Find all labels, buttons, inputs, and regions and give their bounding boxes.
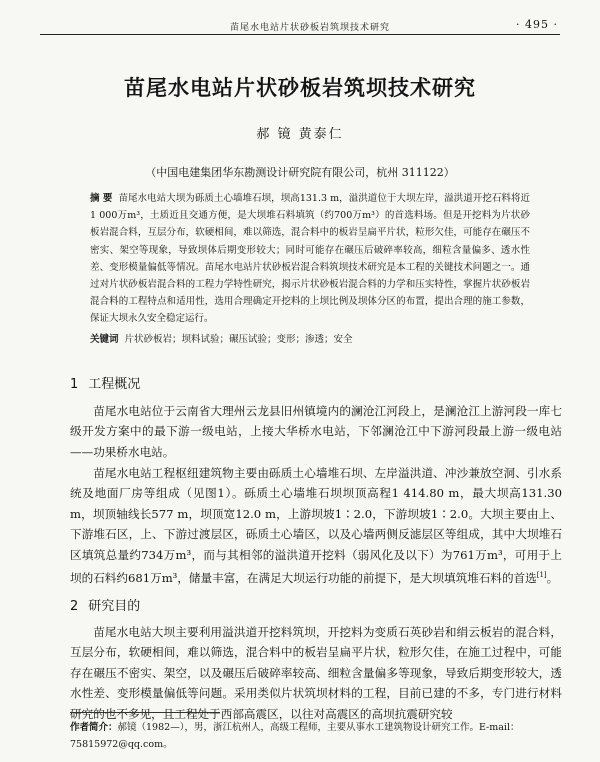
section-1-title: 工程概况 bbox=[88, 377, 141, 392]
section-1-heading bbox=[70, 373, 140, 392]
keywords-text: 片状砂板岩；坝料试验；碾压试验；变形；渗透；安全 bbox=[124, 334, 353, 345]
running-head bbox=[40, 14, 560, 35]
section-1-number: 1 bbox=[70, 377, 79, 392]
citation: [1] bbox=[536, 571, 547, 580]
section-1-paragraph-2-text: 苗尾水电站工程枢纽建筑物主要由砾质土心墙堆石坝、左岸溢洪道、冲沙兼放空洞、引水系统及地面厂房等组成（见图1）。砾质土心墙堆石坝坝顶高程1 414.80 m，最大坝高131.30 m，坝顶轴线长577 m，坝顶宽12.0 m，上游坝坡1∶2.0，下游坝坡1∶2.0。大坝主要由上、下游堆石区，上、下游过渡层区，砾质土心墙区，以及心墙两侧反滤层区等组成，其中大坝堆石区填筑总量约734万m³，而与其相邻的溢洪道开挖料（弱风化及以下）为761万m³，可用于上坝的石料约681万m³，储量丰富，在满足大坝运行功能的前提下，是大坝填筑堆石料的首选 bbox=[70, 466, 562, 585]
section-2-paragraph-1: 苗尾水电站大坝主要利用溢洪道开挖料筑坝，开挖料为变质石英砂岩和绢云板岩的混合料，互层分布，软硬相间，难以筛选，混合料中的板岩呈扁平片状，粒形欠佳，在施工过程中，可能存在碾压不密实、架空，以及碾压后破碎率较高、细粒含量偏多等现象，导致后期变形较大，透水性差、变形模量偏低等问题。采用类似片状筑坝材料的工程，目前已建的不多，专门进行材料研究的也不多见，且工程处于西部高震区，以往对高震区的高坝抗震研究较 bbox=[70, 625, 562, 721]
author-footnote bbox=[70, 719, 562, 753]
abstract-text: 苗尾水电站大坝为砾质土心墙堆石坝，坝高131.3 m，溢洪道位于大坝左岸，溢洪道开挖石料将近1 000万m³，土质近且交通方便，是大坝堆石料填筑（约700万m³）的首选料场。但是开挖料为片状砂板岩混合料，互层分布，软硬相间，难以筛选，混合料中的板岩呈扁平片状，粒形欠佳，可能存在碾压不密实、架空等现象，导致坝体后期变形较大；同时可能存在碾压后破碎率较高，细粒含量偏多、透水性差、变形模量偏低等情况。苗尾水电站片状砂板岩混合料筑坝技术研究是本工程的关键技术问题之一。通过对片状砂板岩混合料的工程力学特性研究，揭示片状砂板岩混合料的力学和压实特性，掌握片状砂板岩混合料的工程特点和适用性，选用合理确定开挖料的上坝比例及坝体分区的布置，提出合理的施工参数，保证大坝永久安全稳定运行。 bbox=[90, 193, 530, 325]
section-1-paragraph-2-end: 。 bbox=[546, 570, 559, 585]
footnote-email: 75815972@qq.com。 bbox=[70, 739, 173, 750]
page-number: · 495 · bbox=[516, 18, 558, 31]
paper-affiliation: （中国电建集团华东勘测设计研究院有限公司，杭州 311122） bbox=[145, 166, 455, 179]
footnote-text: 郝镜（1982—），男，浙江杭州人，高级工程师，主要从事水工建筑物设计研究工作。E-mail： bbox=[117, 722, 520, 733]
abstract bbox=[90, 190, 530, 328]
section-2-heading bbox=[70, 595, 140, 614]
section-1-paragraph-2 bbox=[70, 463, 562, 588]
paper-authors: 郝 镜 黄泰仁 bbox=[256, 127, 344, 142]
keywords bbox=[90, 331, 530, 345]
abstract-label: 摘 要 bbox=[90, 193, 113, 204]
running-head-title: 苗尾水电站片状砂板岩筑坝技术研究 bbox=[230, 23, 391, 33]
section-1-paragraph-1: 苗尾水电站位于云南省大理州云龙县旧州镇境内的澜沧江河段上，是澜沧江上游河段一库七级开发方案中的最下游一级电站，上接大华桥水电站，下邻澜沧江中下游河段最上游一级电站——功果桥水电站。 bbox=[70, 404, 562, 459]
footnote-label: 作者简介： bbox=[70, 722, 118, 733]
footnote-divider bbox=[70, 712, 220, 713]
section-2-title: 研究目的 bbox=[88, 599, 141, 614]
paper-title: 苗尾水电站片状砂板岩筑坝技术研究 bbox=[124, 76, 476, 100]
keywords-label: 关键词 bbox=[90, 334, 119, 345]
section-2-number: 2 bbox=[70, 599, 79, 614]
